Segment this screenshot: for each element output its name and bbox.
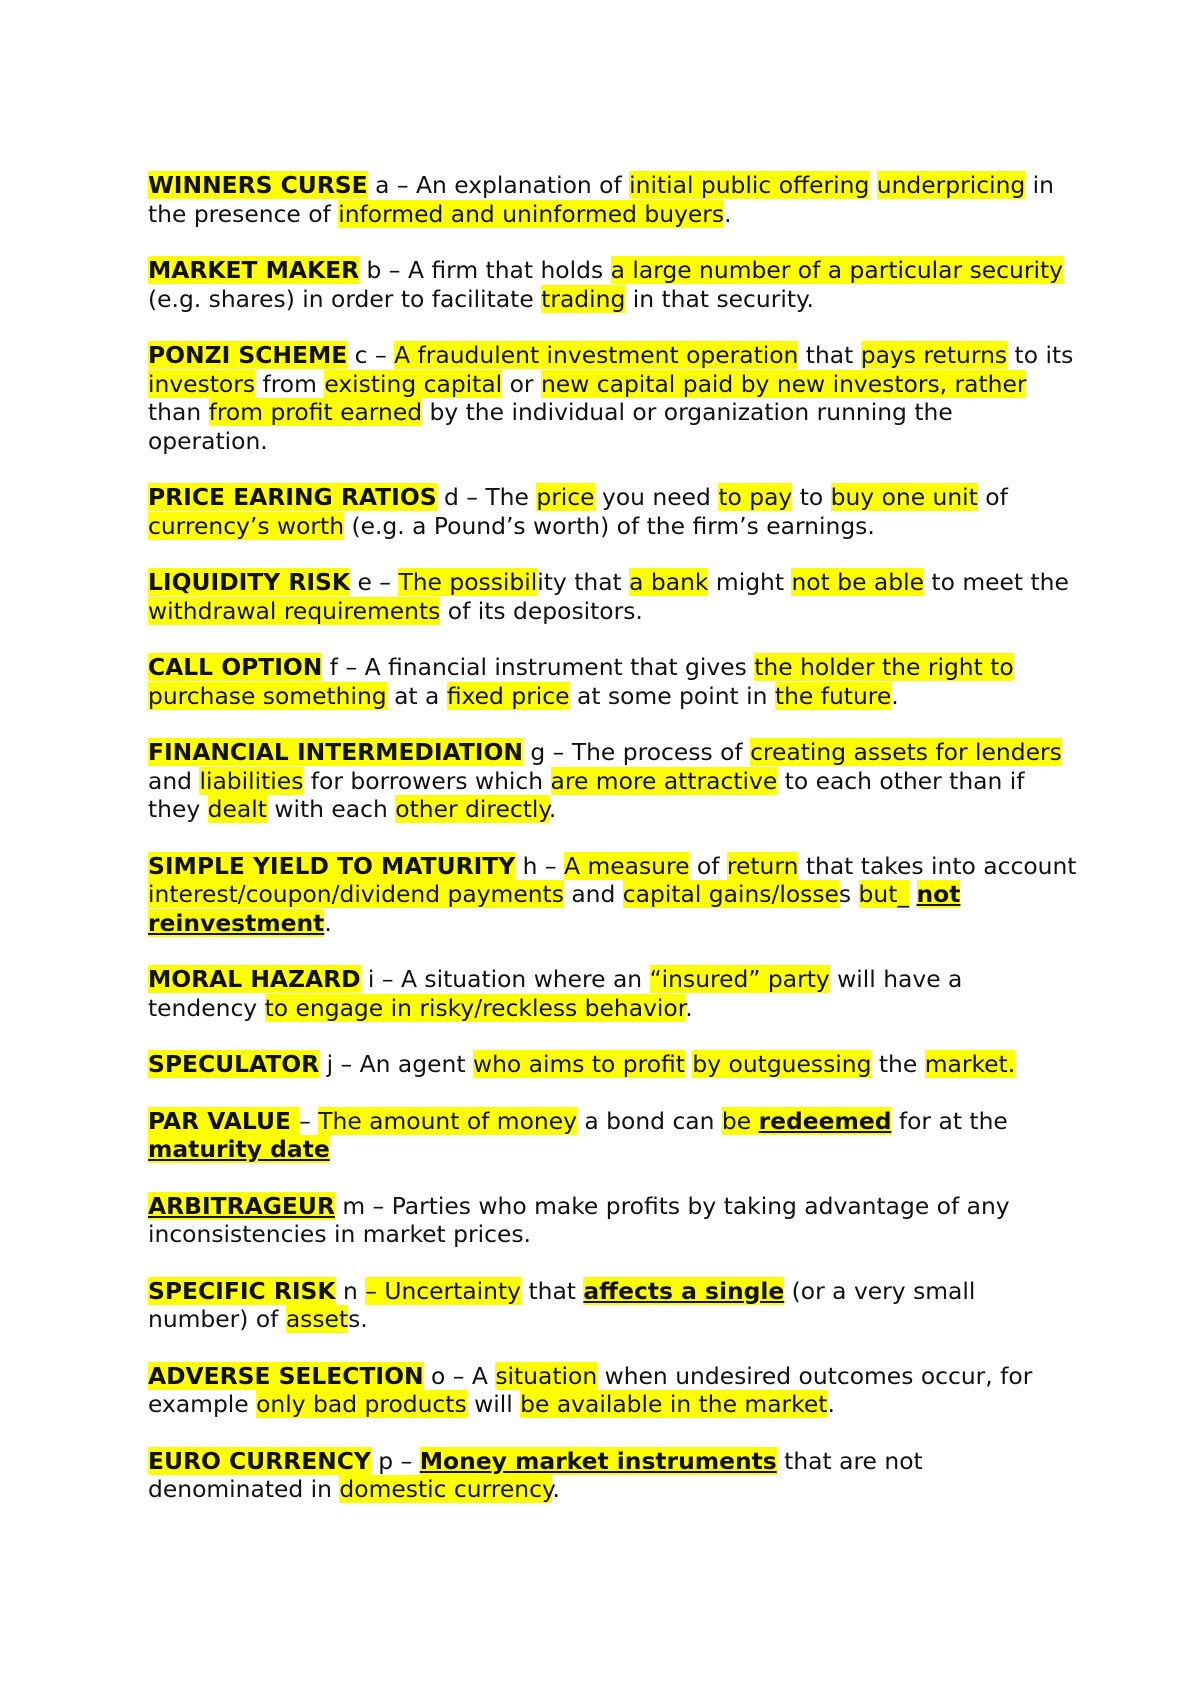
definition-text: b – A firm that holds <box>359 256 611 284</box>
definition-text: but_ <box>858 880 910 908</box>
definition-text: The amount of money <box>318 1106 577 1135</box>
definition-text: who aims to profit <box>472 1050 685 1078</box>
term-heading: MORAL HAZARD <box>148 965 361 993</box>
definition-text: of <box>977 483 1008 511</box>
definition-text: capital gains/losse <box>622 880 839 908</box>
term-heading: MARKET MAKER <box>148 256 360 284</box>
definition-text: to <box>792 483 831 511</box>
glossary-entry-simple-yield-to-maturity <box>148 852 1078 938</box>
definition-text: i – A situation where an <box>360 965 650 993</box>
definition-text: the <box>871 1050 925 1078</box>
definition-text: initial public offering <box>629 171 870 199</box>
definition-text: ity that <box>537 568 630 596</box>
definition-text: with each <box>266 795 396 823</box>
definition-text: “insured” party <box>649 965 830 993</box>
definition-text: . <box>685 993 693 1022</box>
definition-text: that <box>521 1276 584 1305</box>
term-heading: PONZI SCHEME <box>148 341 348 369</box>
definition-text: underpricing <box>876 171 1026 199</box>
definition-text: g – The process of <box>522 738 751 766</box>
definition-text: to engage in risky/reckless behavior <box>264 993 686 1022</box>
definition-text: to meet the <box>923 568 1069 596</box>
glossary-entry-adverse-selection <box>148 1362 1078 1419</box>
definition-text: pays returns <box>860 341 1008 369</box>
definition-text: trading <box>541 284 626 313</box>
term-heading: PAR VALUE <box>148 1106 300 1135</box>
definition-text: that <box>798 341 861 369</box>
definition-text: Money market instruments <box>419 1446 777 1475</box>
definition-text: or <box>502 369 541 398</box>
definition-text <box>909 880 916 908</box>
glossary-entry-ponzi-scheme <box>148 341 1078 455</box>
definition-text: n <box>335 1276 366 1305</box>
definition-text: of <box>689 851 727 880</box>
definition-text: f – A financial instrument that gives <box>322 653 755 681</box>
definition-text: . <box>724 199 732 228</box>
definition-text: s. <box>348 1305 368 1333</box>
definition-text: not reinvestment <box>148 880 961 937</box>
definition-text: from <box>255 369 325 398</box>
definition-text: creating assets for lenders <box>750 738 1062 766</box>
definition-text: – Uncertainty <box>365 1276 522 1305</box>
glossary-entry-arbitrageur <box>148 1192 1078 1249</box>
document-page <box>148 171 1078 1532</box>
term-heading: FINANCIAL INTERMEDIATION <box>148 738 523 766</box>
definition-text: a bank <box>629 568 709 596</box>
definition-text: m – Parties who make profits by taking advantage of any inconsistencies in market prices. <box>148 1191 1010 1248</box>
term-heading: ADVERSE SELECTION <box>148 1361 424 1390</box>
definition-text: new capital paid by new investors, rather <box>540 369 1027 398</box>
definition-text: affects a single <box>583 1276 785 1305</box>
definition-text: dealt <box>207 795 267 823</box>
definition-text: price <box>536 483 595 511</box>
glossary-entry-call-option <box>148 653 1078 710</box>
definition-text: at a <box>386 681 447 710</box>
definition-text: fixed price <box>446 681 570 710</box>
glossary-entry-specific-risk <box>148 1277 1078 1334</box>
definition-text: in that security. <box>625 284 814 313</box>
definition-text: . <box>827 1390 835 1418</box>
definition-text: withdrawal requirements <box>148 596 441 625</box>
glossary-entry-winners-curse <box>148 171 1078 228</box>
term-heading: ARBITRAGEUR <box>148 1191 335 1220</box>
glossary-entry-liquidity-risk <box>148 568 1078 625</box>
definition-text <box>869 171 876 199</box>
glossary-entry-price-earing-ratios <box>148 483 1078 540</box>
definition-text: interest/coupon/dividend payments <box>148 880 564 908</box>
definition-text: The possibil <box>398 568 538 596</box>
definition-text: asset <box>285 1305 349 1333</box>
definition-text: other directly <box>395 795 549 823</box>
definition-text: (or a very small number) of <box>148 1276 976 1333</box>
definition-text: e – <box>350 568 399 596</box>
definition-text: . <box>548 795 557 823</box>
definition-text: that takes into account <box>798 851 1077 880</box>
term-heading: SIMPLE YIELD TO MATURITY <box>148 851 516 880</box>
definition-text: a large number of a particular security <box>610 256 1063 284</box>
definition-text: be <box>721 1106 759 1135</box>
definition-text: maturity date <box>148 1135 330 1163</box>
definition-text: to its <box>1007 341 1074 369</box>
definition-text: will <box>466 1390 521 1418</box>
definition-text: d – The <box>436 483 537 511</box>
glossary-entry-par-value <box>148 1107 1078 1164</box>
definition-text: investors <box>148 369 256 398</box>
term-heading: SPECULATOR <box>148 1050 320 1078</box>
definition-text: informed and uninformed buyers <box>338 199 725 228</box>
definition-text: j – An agent <box>319 1050 473 1078</box>
term-heading: WINNERS CURSE <box>148 171 368 199</box>
definition-text: redeemed <box>758 1106 892 1135</box>
term-heading: CALL OPTION <box>148 653 323 681</box>
glossary-entry-market-maker <box>148 256 1078 313</box>
definition-text: from profit earned <box>208 398 423 426</box>
definition-text: that are not denominated in <box>148 1446 923 1503</box>
definition-text: only bad products <box>256 1390 467 1418</box>
definition-text: . <box>552 1475 560 1503</box>
definition-text: – <box>299 1106 319 1135</box>
definition-text: the holder the right to purchase something <box>148 653 1014 710</box>
definition-text: at some point in <box>569 681 775 710</box>
definition-text: market. <box>924 1050 1016 1078</box>
definition-text: return <box>726 851 799 880</box>
definition-text: domestic currency <box>339 1475 553 1503</box>
definition-text: of its depositors. <box>440 596 643 625</box>
glossary-entry-moral-hazard <box>148 965 1078 1022</box>
definition-text: p – <box>370 1446 420 1475</box>
definition-text: be available in the market <box>520 1390 828 1418</box>
definition-text: in the presence of <box>148 171 1055 228</box>
glossary-entry-financial-intermediation <box>148 738 1078 824</box>
definition-text: o – A <box>423 1361 496 1390</box>
definition-text: liabilities <box>199 766 304 795</box>
definition-text: buy one unit <box>830 483 978 511</box>
definition-text: for at the <box>891 1106 1008 1135</box>
definition-text: situation <box>495 1361 598 1390</box>
definition-text: you need <box>594 483 719 511</box>
definition-text: existing capital <box>324 369 503 398</box>
definition-text: . <box>324 908 332 937</box>
definition-text: currency’s worth <box>148 511 345 540</box>
definition-text: might <box>708 568 792 596</box>
definition-text: the future <box>774 681 892 710</box>
glossary-entry-speculator <box>148 1050 1078 1079</box>
definition-text: c – <box>347 341 395 369</box>
term-heading: EURO CURRENCY <box>148 1446 371 1475</box>
definition-text: s <box>838 880 859 908</box>
glossary-entry-euro-currency <box>148 1447 1078 1504</box>
definition-text: (e.g. shares) in order to facilitate <box>148 284 542 313</box>
definition-text: a bond can <box>576 1106 722 1135</box>
definition-text: by outguessing <box>692 1050 872 1078</box>
definition-text: for borrowers which <box>303 766 551 795</box>
definition-text: are more attractive <box>550 766 778 795</box>
definition-text: than <box>148 398 209 426</box>
definition-text: to pay <box>718 483 793 511</box>
definition-text: a – An explanation of <box>367 171 630 199</box>
definition-text: to each other than if they <box>148 766 1025 823</box>
definition-text: (e.g. a Pound’s worth) of the firm’s earnings. <box>344 511 875 540</box>
term-heading: PRICE EARING RATIOS <box>148 483 437 511</box>
definition-text: not be able <box>791 568 924 596</box>
definition-text: A measure <box>564 851 690 880</box>
definition-text: . <box>891 681 899 710</box>
definition-text: by the individual or organization running the operation. <box>148 398 953 455</box>
term-heading: LIQUIDITY RISK <box>148 568 351 596</box>
definition-text: A fraudulent investment operation <box>394 341 799 369</box>
term-heading: SPECIFIC RISK <box>148 1276 336 1305</box>
definition-text: h – <box>515 851 565 880</box>
definition-text: when undesired outcomes occur, for example <box>148 1361 1033 1418</box>
definition-text: and <box>148 766 200 795</box>
definition-text: and <box>563 880 623 908</box>
definition-text: will have a tendency <box>148 965 963 1022</box>
